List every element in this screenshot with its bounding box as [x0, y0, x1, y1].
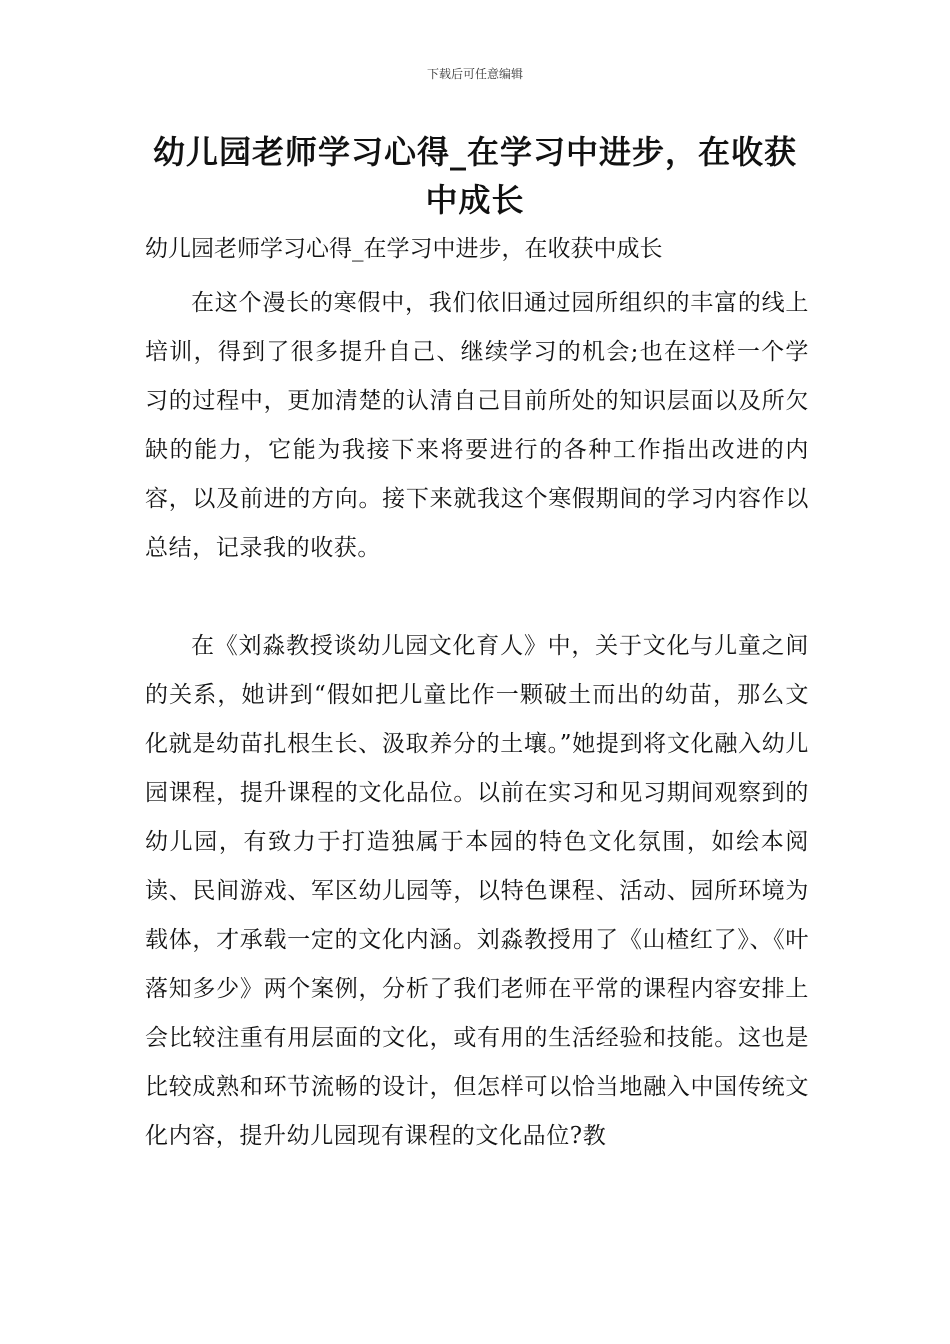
- document-title: 幼儿园老师学习心得_在学习中进步，在收获中成长: [152, 133, 797, 219]
- paragraph-1: 在这个漫长的寒假中，我们依旧通过园所组织的丰富的线上培训，得到了很多提升自己、继续学习的机会;也在这样一个学习的过程中，更加清楚的认清自己目前所处的知识层面以及所欠缺的能力，它能为我接下来将要进行的各种工作指出改进的内容，以及前进的方向。接下来就我这个寒假期间的学习内容作以总结，记录我的收获。: [145, 290, 809, 561]
- paragraph-2: 在《刘淼教授谈幼儿园文化育人》中，关于文化与儿童之间的关系，她讲到“假如把儿童比作一颗破土而出的幼苗，那么文化就是幼苗扎根生长、汲取养分的土壤。”她提到将文化融入幼儿园课程，提升课程的文化品位。以前在实习和见习期间观察到的幼儿园，有致力于打造独属于本园的特色文化氛围，如绘本阅读、民间游戏、军区幼儿园等，以特色课程、活动、园所环境为载体，才承载一定的文化内涵。刘淼教授用了《山楂红了》、《叶落知多少》两个案例，分析了我们老师在平常的课程内容安排上会比较注重有用层面的文化，或有用的生活经验和技能。这也是比较成熟和环节流畅的设计，但怎样可以恰当地融入中国传统文化内容，提升幼儿园现有课程的文化品位?教: [145, 633, 809, 1149]
- header-note: 下载后可任意编辑: [426, 67, 523, 81]
- document-subtitle: 幼儿园老师学习心得_在学习中进步，在收获中成长: [145, 236, 663, 262]
